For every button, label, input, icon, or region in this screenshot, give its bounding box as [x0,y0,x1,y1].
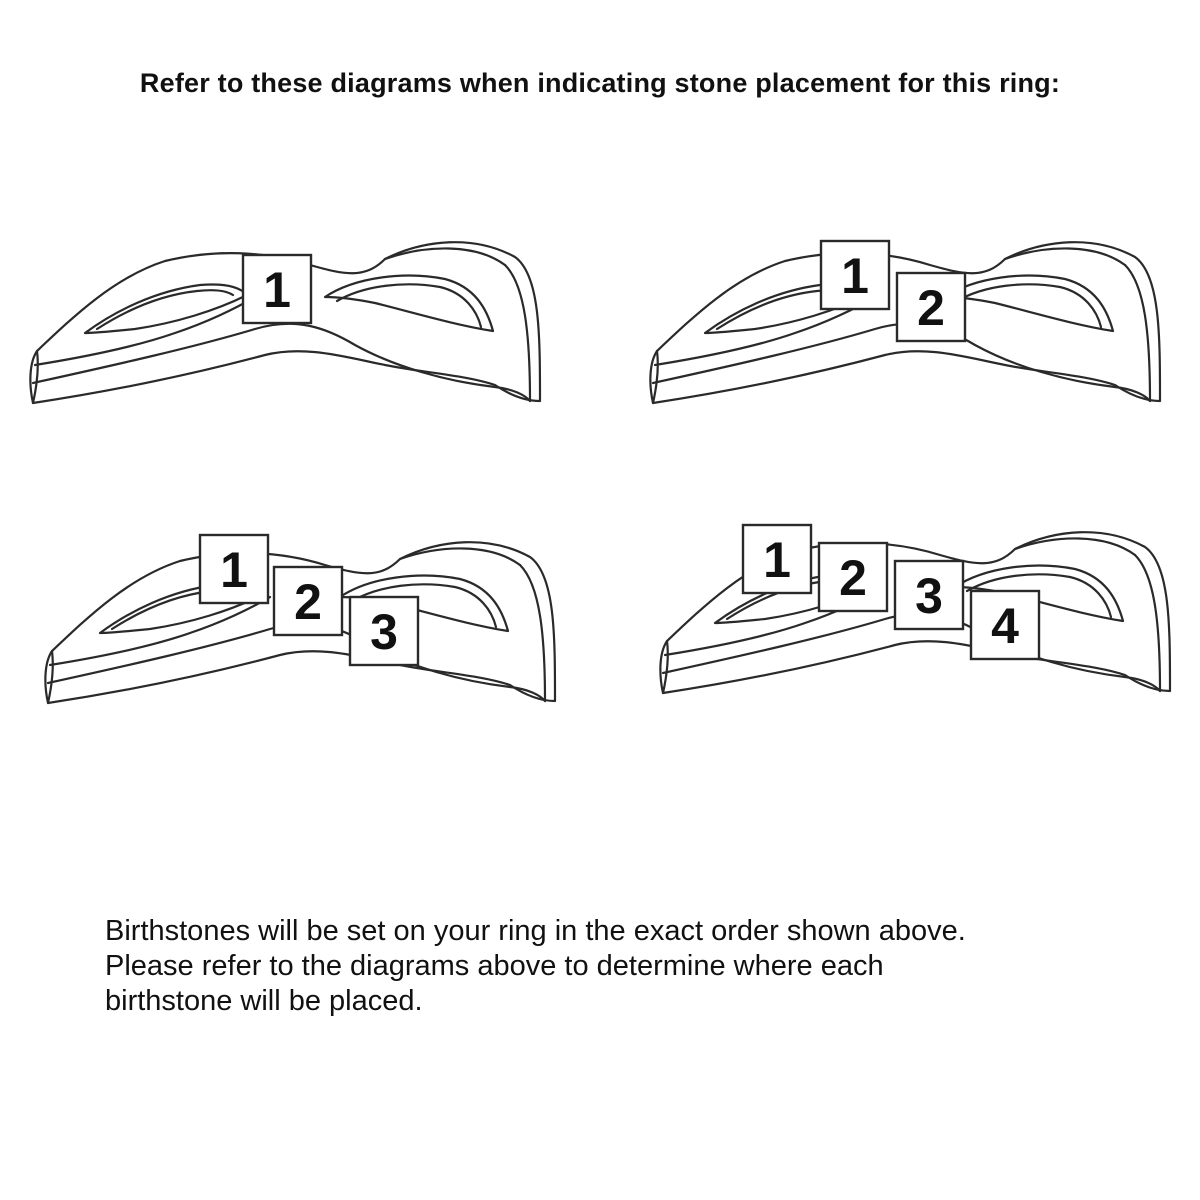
stone-position-1 [821,241,889,309]
stone-position-2 [897,273,965,341]
stone-position-4 [971,591,1039,659]
ring-diagram-four-stones [655,515,1185,705]
stone-number: 4 [991,598,1019,654]
ring-diagram-one-stone [25,225,555,415]
instructions-line-3: birthstone will be placed. [105,985,423,1017]
stone-number: 2 [294,574,322,630]
stone-position-2 [274,567,342,635]
stone-position-3 [895,561,963,629]
stone-position-1 [200,535,268,603]
stone-position-1 [243,255,311,323]
stone-number: 1 [220,542,248,598]
stone-position-3 [350,597,418,665]
instructions-line-2: Please refer to the diagrams above to determine where each [105,950,884,982]
stone-position-1 [743,525,811,593]
stone-number: 1 [841,248,869,304]
stone-number: 3 [370,604,398,660]
stone-position-2 [819,543,887,611]
stone-number: 2 [839,550,867,606]
instructions-text [105,914,1105,1019]
stone-number: 1 [263,262,291,318]
stone-number: 3 [915,568,943,624]
stone-number: 2 [917,280,945,336]
page-heading: Refer to these diagrams when indicating stone placement for this ring: [139,68,1061,98]
ring-diagram-three-stones [40,525,570,715]
ring-diagram-two-stones [645,225,1175,415]
instructions-line-1: Birthstones will be set on your ring in the exact order shown above. [105,915,966,947]
stone-number: 1 [763,532,791,588]
